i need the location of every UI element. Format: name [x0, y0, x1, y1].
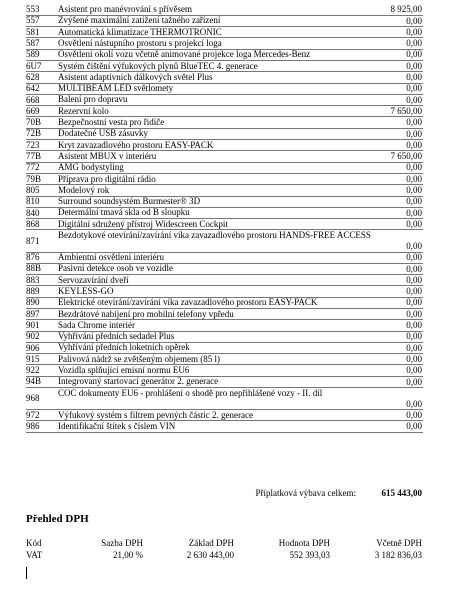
equipment-price: 0,00 — [406, 297, 422, 308]
equipment-price: 0,00 — [406, 173, 422, 184]
equipment-description: Asistent MBUX v interiéru — [58, 150, 157, 161]
equipment-description: Vyhřívání předních sedadel Plus — [58, 331, 175, 342]
equipment-description: Asistent pro manévrování s přívěsem — [58, 4, 192, 14]
equipment-code: 557 — [26, 15, 40, 26]
equipment-code: 871 — [26, 235, 40, 246]
equipment-description: MULTIBEAM LED světlomety — [58, 83, 174, 94]
equipment-row — [0, 376, 449, 387]
equipment-description: Automatická klimatizace THERMOTRONIC — [58, 26, 222, 37]
equipment-code: 79B — [26, 173, 42, 184]
equipment-description: Příprava pro digitální rádio — [58, 173, 156, 184]
equipment-description: KEYLESS-GO — [58, 285, 114, 296]
equipment-code: 589 — [26, 49, 40, 60]
vat-value-base: 2 630 443,00 — [186, 550, 234, 560]
text-cursor — [26, 567, 27, 579]
equipment-row — [0, 207, 449, 218]
total-label: Příplatková výbava celkem: — [255, 488, 356, 498]
equipment-price: 0,00 — [406, 94, 422, 105]
equipment-code: 968 — [26, 393, 40, 404]
equipment-price: 7 650,00 — [390, 105, 422, 116]
equipment-description: Digitální sdružený přístroj Widescreen Cockpit — [58, 218, 228, 229]
equipment-row — [0, 117, 449, 128]
row-divider — [26, 432, 423, 433]
equipment-code: 94B — [26, 376, 42, 387]
equipment-price: 0,00 — [406, 60, 422, 71]
equipment-code: 581 — [26, 26, 40, 37]
equipment-code: 883 — [26, 274, 40, 285]
equipment-description: Ambientní osvětlení interiéru — [58, 252, 164, 262]
equipment-row — [0, 140, 449, 151]
equipment-row — [0, 128, 449, 139]
equipment-row — [0, 410, 449, 421]
equipment-price: 0,00 — [406, 196, 422, 207]
equipment-description: Servozavírání dveří — [58, 274, 129, 285]
equipment-price: 0,00 — [406, 286, 422, 297]
equipment-row — [0, 320, 449, 331]
equipment-row — [0, 365, 449, 376]
equipment-description: Bezdotykové otevírání/zavírání víka zavazadlového prostoru HANDS-FREE ACCESS — [58, 230, 371, 240]
equipment-code: 972 — [26, 409, 40, 420]
equipment-row — [0, 309, 449, 320]
vat-header-tax: Hodnota DPH — [278, 538, 330, 548]
equipment-description: AMG bodystyling — [58, 162, 124, 173]
equipment-row — [0, 49, 449, 60]
equipment-code: 901 — [26, 319, 40, 330]
equipment-description: Identifikační štítek s číslem VIN — [58, 420, 176, 431]
equipment-code: 77B — [26, 151, 42, 162]
equipment-description: Kryt zavazadlového prostoru EASY-PACK — [58, 139, 214, 150]
equipment-price: 7 650,00 — [390, 151, 422, 162]
equipment-code: 553 — [26, 4, 40, 15]
equipment-row — [0, 252, 449, 263]
equipment-row — [0, 388, 449, 410]
total-value: 615 443,00 — [381, 488, 422, 498]
equipment-description: Sada Chrome interiér — [58, 319, 135, 330]
equipment-price: 0,00 — [406, 162, 422, 173]
equipment-description: Rezervní kolo — [58, 105, 109, 116]
equipment-description: Determální tmavá skla od B sloupku — [58, 207, 190, 218]
equipment-price: 0,00 — [406, 342, 422, 353]
equipment-price: 0,00 — [406, 185, 422, 196]
equipment-description: Systém čištění výfukových plynů BlueTEC 4. generace — [58, 60, 258, 71]
equipment-code: 897 — [26, 308, 40, 319]
equipment-description: Bezpečnostní vesta pro řidiče — [58, 117, 165, 127]
equipment-row — [0, 106, 449, 117]
equipment-row — [0, 342, 449, 353]
equipment-code: 922 — [26, 365, 40, 376]
equipment-price: 0,00 — [406, 398, 422, 409]
equipment-description: Bezdrátové nabíjení pro mobilní telefony vpředu — [58, 308, 234, 319]
equipment-price: 0,00 — [406, 26, 422, 37]
equipment-row — [0, 15, 449, 26]
vat-header-base: Základ DPH — [188, 538, 234, 548]
equipment-row — [0, 4, 449, 15]
equipment-price: 0,00 — [406, 207, 422, 218]
equipment-row — [0, 331, 449, 342]
equipment-row — [0, 72, 449, 83]
equipment-row — [0, 27, 449, 38]
equipment-code: 669 — [26, 105, 40, 116]
equipment-price: 0,00 — [406, 241, 422, 251]
equipment-price: 0,00 — [406, 308, 422, 319]
equipment-price: 0,00 — [406, 49, 422, 60]
equipment-price: 8 925,00 — [390, 4, 422, 15]
equipment-row — [0, 354, 449, 365]
equipment-description: Surround soundsystém Burmester® 3D — [58, 196, 201, 207]
equipment-description: Balení pro dopravu — [58, 94, 128, 105]
equipment-price: 0,00 — [406, 117, 422, 128]
equipment-price: 0,00 — [406, 218, 422, 229]
equipment-description: Osvětlení nástupního prostoru s projekcí loga — [58, 37, 222, 48]
equipment-price: 0,00 — [406, 263, 422, 274]
equipment-price: 0,00 — [406, 15, 422, 26]
equipment-code: 810 — [26, 196, 40, 207]
equipment-description: Elektrické otevírání/zavírání víka zavazadlového prostoru EASY-PACK — [58, 297, 318, 308]
equipment-price: 0,00 — [406, 365, 422, 376]
equipment-row — [0, 196, 449, 207]
vat-header-rate: Sazba DPH — [101, 538, 143, 548]
equipment-price: 0,00 — [406, 331, 422, 342]
equipment-code: 628 — [26, 71, 40, 82]
equipment-price: 0,00 — [406, 72, 422, 83]
equipment-code: 805 — [26, 184, 40, 195]
equipment-description: Zvýšené maximální zatížení tažného zařízení — [58, 15, 221, 26]
equipment-code: 890 — [26, 297, 40, 308]
equipment-description: Výfukový systém s filtrem pevných částic 2. generace — [58, 409, 253, 420]
equipment-row — [0, 421, 449, 432]
equipment-code: 868 — [26, 218, 40, 229]
equipment-description: Vozidla splňující emisní normu EU6 — [58, 365, 190, 375]
equipment-row — [0, 286, 449, 297]
equipment-code: 70B — [26, 117, 42, 128]
vat-value-rate: 21,00 % — [113, 550, 143, 560]
equipment-price: 0,00 — [406, 376, 422, 387]
equipment-code: 902 — [26, 331, 40, 342]
equipment-row — [0, 219, 449, 230]
equipment-row — [0, 263, 449, 274]
equipment-price: 0,00 — [406, 38, 422, 49]
equipment-row — [0, 151, 449, 162]
equipment-description: Pasivní detekce osob ve vozidle — [58, 263, 173, 274]
equipment-code: 6U7 — [26, 60, 42, 71]
equipment-code: 986 — [26, 421, 40, 432]
equipment-code: 587 — [26, 38, 40, 49]
equipment-code: 88B — [26, 263, 42, 274]
equipment-price: 0,00 — [406, 252, 422, 263]
equipment-description: Dodatečné USB zásuvky — [58, 128, 148, 139]
equipment-description: Asistent adaptivních dálkových světel Plus — [58, 71, 213, 82]
vat-value-code: VAT — [26, 550, 43, 560]
equipment-row — [0, 61, 449, 72]
equipment-description: Integrovaný startovací generátor 2. generace — [58, 376, 219, 387]
equipment-row — [0, 174, 449, 185]
equipment-price: 0,00 — [406, 139, 422, 150]
equipment-price: 0,00 — [406, 320, 422, 331]
equipment-code: 889 — [26, 286, 40, 297]
equipment-description: Vyhřívání předních loketních opěrek — [58, 342, 190, 353]
vat-header-code: Kód — [26, 538, 42, 548]
equipment-price: 0,00 — [406, 409, 422, 420]
equipment-description: Modelový rok — [58, 184, 110, 195]
vat-section-title: Přehled DPH — [26, 513, 89, 525]
equipment-code: 723 — [26, 139, 40, 150]
equipment-code: 668 — [26, 94, 40, 105]
equipment-price: 0,00 — [406, 421, 422, 432]
equipment-row — [0, 162, 449, 173]
equipment-row — [0, 38, 449, 49]
vat-header-total: Včetně DPH — [376, 538, 422, 548]
equipment-code: 906 — [26, 342, 40, 353]
equipment-code: 840 — [26, 207, 40, 218]
equipment-description: Palivová nádrž se zvětšeným objemem (85 l) — [58, 353, 220, 364]
equipment-price: 0,00 — [406, 274, 422, 285]
equipment-price: 0,00 — [406, 128, 422, 139]
equipment-code: 642 — [26, 83, 40, 94]
vat-value-tax: 552 393,03 — [289, 550, 330, 560]
vat-value-total: 3 182 836,03 — [374, 550, 422, 560]
equipment-code: 72B — [26, 128, 42, 139]
equipment-price: 0,00 — [406, 353, 422, 364]
equipment-row — [0, 94, 449, 105]
equipment-code: 915 — [26, 353, 40, 364]
equipment-row — [0, 83, 449, 94]
equipment-code: 876 — [26, 252, 40, 263]
equipment-description: COC dokumenty EU6 - prohlášení o shodě pro nepřihlášené vozy - II. díl — [58, 387, 323, 398]
equipment-row — [0, 275, 449, 286]
equipment-row — [0, 185, 449, 196]
equipment-price: 0,00 — [406, 83, 422, 94]
equipment-code: 772 — [26, 162, 40, 173]
equipment-row — [0, 297, 449, 308]
equipment-description: Osvětlení okolí vozu včetně animované projekce loga Mercedes-Benz — [58, 49, 311, 60]
equipment-row — [0, 230, 449, 252]
